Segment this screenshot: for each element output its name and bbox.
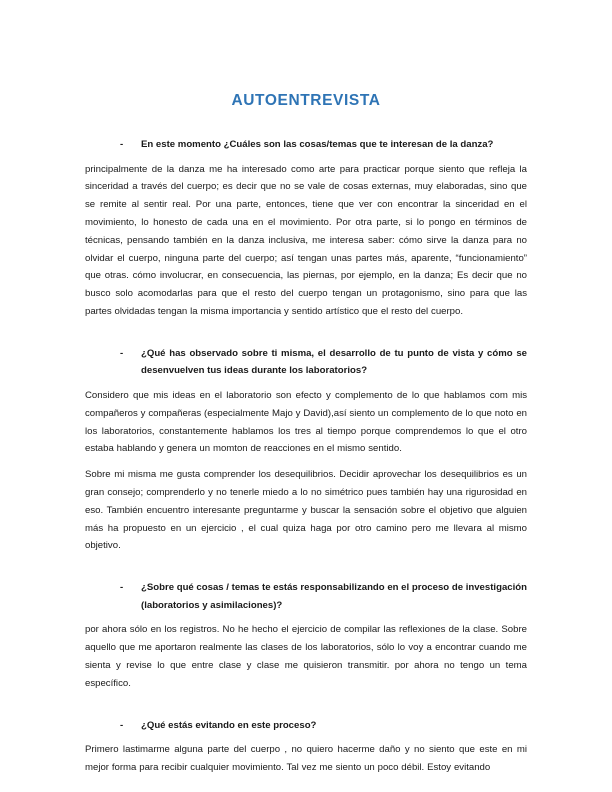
question-text: ¿Qué has observado sobre ti misma, el desarrollo de tu punto de vista y cómo se desenvuelven tus ideas durante los laboratorios?	[141, 347, 527, 377]
question-bullet-dash: -	[120, 347, 124, 359]
question-bullet-dash: -	[120, 719, 124, 731]
qa-section	[85, 579, 527, 692]
question-row	[85, 345, 527, 380]
answer-paragraph: principalmente de la danza me ha interesado como arte para practicar porque siento que refleja la sinceridad a través del cuerpo; es decir que no se vale de cosas externas, muy elaboradas, sino que se remite al sentir real. Por una parte, entonces, tiene que ver con encontrar la sinceridad en el movimiento, lo honesto de cada una en el movimiento. Por otra parte, si lo pongo en términos de técnicas, pensando también en la danza inclusiva, me interesa saber: cómo sirve la danza para no olvidar el cuerpo, ninguna parte del cuerpo; así tengan unas partes más, aparente, “funcionamiento” que otras. cómo involucrar, en consecuencia, las piernas, por ejemplo, en la danza; Es decir que no busco solo acomodarlas para que el resto del cuerpo tengan un protagonismo, sino para que las partes olvidadas tengan la misma importancia y sentido artístico que el resto del cuerpo.	[85, 163, 527, 317]
answer-paragraph: por ahora sólo en los registros. No he hecho el ejercicio de compilar las reflexiones de la clase. Sobre aquello que me aportaron realmente las clases de los laboratorios, sólo lo voy a encontrar cuando me sienta y revise lo que entre clase y clase me quisieron transmitir. por ahora no tengo un tema específico.	[85, 624, 527, 689]
question-text: En este momento ¿Cuáles son las cosas/temas que te interesan de la danza?	[141, 139, 494, 150]
qa-section	[85, 345, 527, 555]
question-bullet-dash: -	[120, 139, 124, 150]
question-row	[85, 136, 527, 154]
question-row	[85, 717, 527, 735]
answer-paragraphs	[85, 621, 527, 692]
answer-paragraph: Sobre mi misma me gusta comprender los desequilibrios. Decidir aprovechar los desequilibrios es un gran consejo; comprenderlo y no tenerle miedo a lo no simétrico pues también hay una rigurosidad en eso. También encuentro interesante preguntarme y buscar la sensación sobre el objetivo que alguien más ha propuesto en un ejercicio , el cual quiza haga por otro camino pero me llevara al mismo objetivo.	[85, 469, 527, 552]
answer-paragraph: Considero que mis ideas en el laboratorio son efecto y complemento de lo que hablamos com mis compañeros y compañeras (especialmente Majo y David),así siento un complemento de lo que noto en los laboratorios, constantemente hablamos los tres al tiempo porque comprendemos lo que el otro estaba hablando y genera un momton de reacciones en el mismo sentido.	[85, 389, 527, 455]
question-bullet-dash: -	[120, 582, 124, 594]
document-body	[85, 136, 527, 777]
answer-paragraphs	[85, 741, 527, 777]
qa-section	[85, 136, 527, 321]
question-text: ¿Sobre qué cosas / temas te estás responsabilizando en el proceso de investigación (laboratorios y asimilaciones)?	[141, 582, 528, 611]
document-title: AUTOENTREVISTA	[231, 92, 381, 109]
qa-section	[85, 717, 527, 777]
answer-paragraph: Primero lastimarme alguna parte del cuerpo , no quiero hacerme daño y no siento que este en mi mejor forma para recibir cualquier movimiento. Tal vez me siento un poco débil. Estoy evitando	[85, 744, 527, 773]
question-text: ¿Qué estás evitando en este proceso?	[141, 719, 317, 731]
answer-paragraphs	[85, 387, 527, 555]
question-row	[85, 579, 527, 614]
answer-paragraphs	[85, 161, 527, 321]
